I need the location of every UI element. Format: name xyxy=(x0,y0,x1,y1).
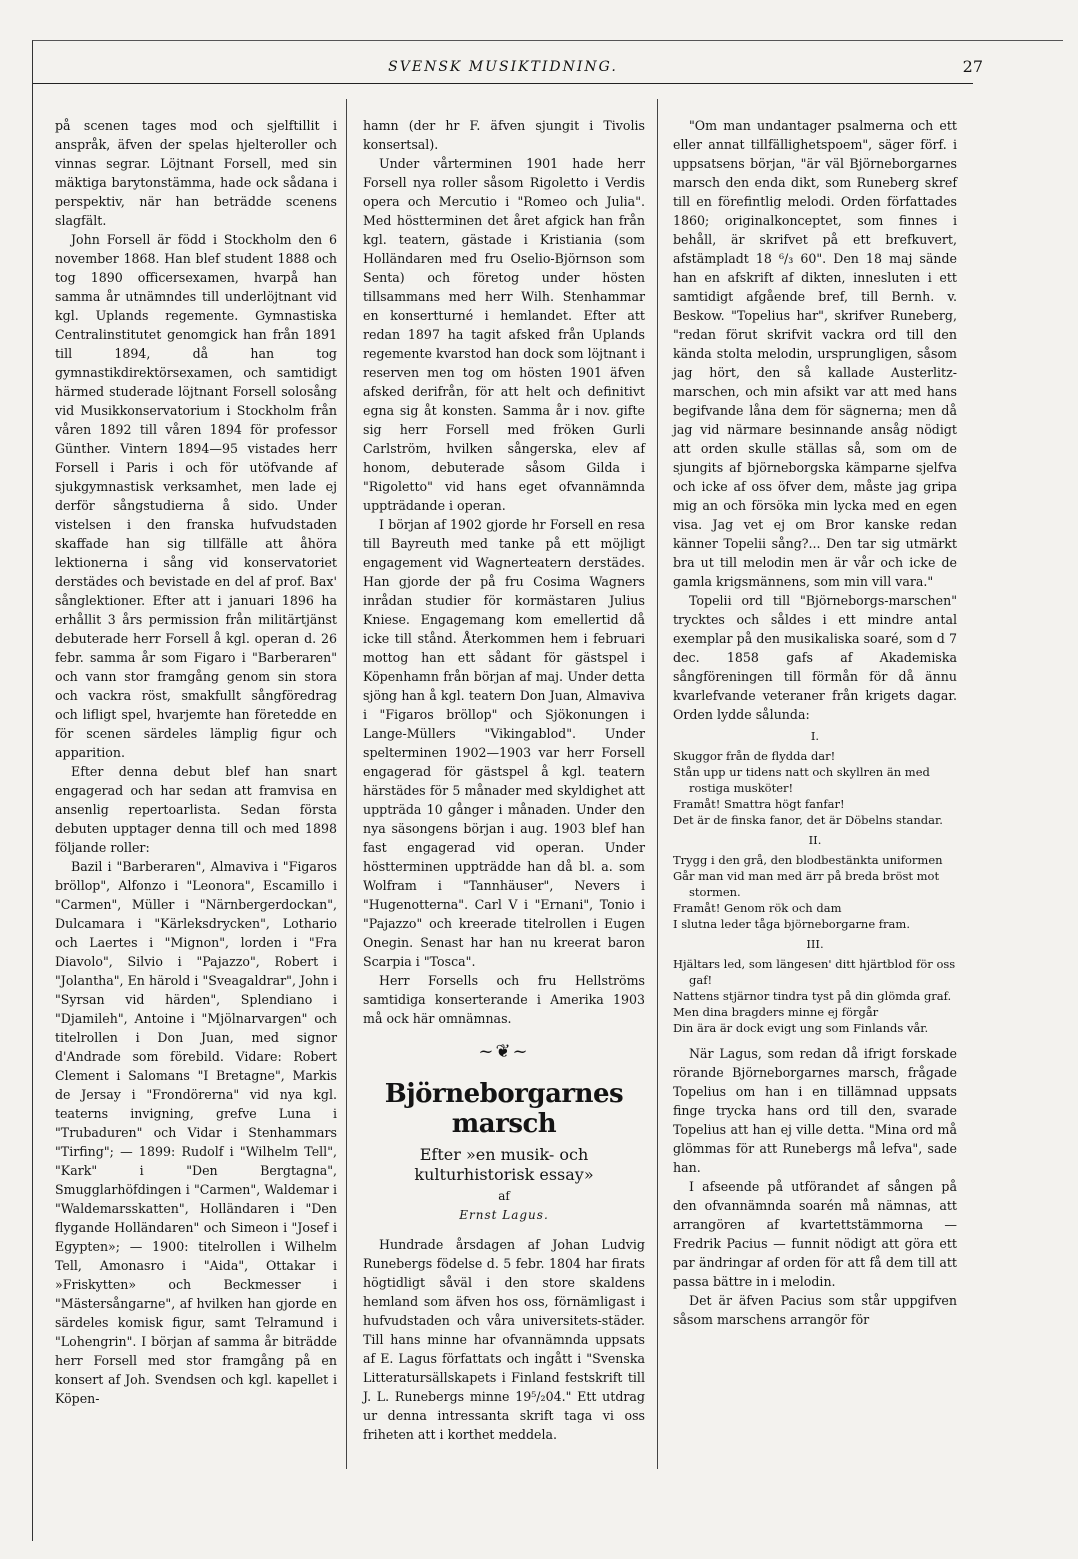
column-divider xyxy=(657,99,658,1469)
paragraph: Det är äfven Pacius som står uppgifven såsom marschens arrangör för xyxy=(673,1293,957,1327)
paragraph: "Om man undantager psalmerna och ett eller annat tillfällighetspoem", säger förf. i uppsatsens början, "är väl Björneborgarnes marsch den enda dikt, som Runeberg skref till en förefintlig melodi. Orden författades 1860; originalkonceptet, som finnes i behåll, är skrifvet på ett brefkuvert, afstämpladt 18 ⁶/₃ 60". Den 18 maj sände han en afskrift af dikten, innesluten i ett samtidigt afgående bref, till Bernh. v. Beskow. "Topelius har", skrifver Runeberg, "redan förut skrifvit vackra ord till den kända stolta melodin, ursprungligen, såsom jag hört, den så kallade Austerlitz-marschen, och min afsikt var att med hans begifvande låna dem för sägnerna; men då jag vid närmare besinnande ansåg nödigt att orden skulle ställas så, som om de sjungits af björneborgska kämparne sjelfva och icke af oss öfver dem, måste jag gripa mig an och försöka min lycka med en egen visa. Jag vet ej om Bror kanske redan känner Topelii sång?... Den tar sig utmärkt bra ut till melodin men är vår och icke de gamla krigsmännens, som min vill vara." xyxy=(673,118,957,589)
poem-line: Nattens stjärnor tindra tyst på din glömda graf. xyxy=(673,989,952,1003)
ornament-divider: ~❦~ xyxy=(478,1041,530,1062)
paragraph: Under vårterminen 1901 hade herr Forsell nya roller såsom Rigoletto i Verdis opera och Mercutio i "Romeo och Julia". Med höstterminen det året afgick han från kgl. teatern, gästade i Kristiania (som Holländaren med fru Oselio-Björnson som Senta) och företog under hösten tillsammans med herr Wilh. Stenhammar en konsertturné i hemlandet. Efter att redan 1897 ha tagit afsked från Uplands regemente kvarstod han dock som löjtnant i reserven men tog om hösten 1901 äfven afsked derifrån, för att helt och definitivt egna sig åt konsten. Samma år i nov. gifte sig herr Forsell med fröken Gurli Carlström, hvilken sångerska, elev af honom, debuterade såsom Gilda i "Rigoletto" vid hans eget ofvannämnda uppträdande i operan. xyxy=(363,156,645,513)
paragraph: på scenen tages mod och sjelftillit i anspråk, äfven der spelas hjelteroller och vinnas segrar. Löjtnant Forsell, med sin mäktiga barytonstämma, hade ock sådana i perspektiv, när han beträdde scenens slagfält. xyxy=(55,118,337,228)
paragraph: Hundrade årsdagen af Johan Ludvig Runebergs födelse d. 5 febr. 1804 har firats högtidligt såväl i den store skaldens hemland som äfven hos oss, förnämligast i hufvudstaden och våra universitets-städer. Till hans minne har ofvannämnda uppsats af E. Lagus författats och ingått i "Svenska Litteratursällskapets i Finland festskrift till J. L. Runebergs minne 19⁵/₂04." Ett utdrag ur denna intressanta skrift taga vi oss friheten att i korthet meddela. xyxy=(363,1237,645,1442)
column-2 xyxy=(363,116,645,1444)
poem-stanza-number: I. xyxy=(810,729,820,743)
page-header: SVENSK MUSIKTIDNING. xyxy=(388,59,618,75)
poem-line: Trygg i den grå, den blodbestänkta uniformen xyxy=(673,853,943,867)
paragraph: I afseende på utförandet af sången på den ofvannämnda soarén må nämnas, att arrangören af kvartettstämmorna — Fredrik Pacius — funnit nödigt att göra ett par ändringar af orden för att få dem till att passa bättre in i melodin. xyxy=(673,1179,957,1289)
poem-line: I slutna leder tåga björneborgarne fram. xyxy=(673,917,910,931)
poem-line: Hjältars led, som längesen' ditt hjärtblod för oss gaf! xyxy=(673,957,956,987)
paragraph: Bazil i "Barberaren", Almaviva i "Figaros bröllop", Alfonzo i "Leonora", Escamillo i "Carmen", Müller i "Närnbergerdockan", Dulcamara i "Kärleksdrycken", Lothario och Laertes i "Mignon", lorden i "Fra Diavolo", Silvio i "Pajazzo", Robert i "Jolantha", En härold i "Sveagaldrar", John i "Syrsan vid härden", Splendiano i "Djamileh", Antoine i "Mjölnarvargen" och titelrollen i Don Juan, med signor d'Andrade som förebild. Vidare: Robert Clement i Salomans "I Bretagne", Markis de Jersay i "Frondörerna" vid nya kgl. teaterns invigning, grefve Luna i "Trubaduren" och Vidar i Stenhammars "Tirfing"; — 1899: Rudolf i "Wilhelm Tell", "Kark" i "Den Bergtagna", Smugglarhöfdingen i "Carmen", Waldemar i "Waldemarsskatten", Holländaren i "Den flygande Holländaren" och Simeon i "Josef i Egypten»; — 1900: titelrollen i Wilhelm Tell, Amonasro i "Aida", Ottakar i »Friskytten» och Beckmesser i "Mästersångarne", af hvilken han gjorde en särdeles komisk figur, samt Telramund i "Lohengrin". I början af samma år biträdde herr Forsell med stor framgång på en konsert af Joh. Svendsen och kgl. kapellet i Köpen- xyxy=(55,859,337,1406)
paragraph: Topelii ord till "Björneborgs-marschen" trycktes och såldes i ett mindre antal exemplar på den musikaliska soaré, som d 7 dec. 1858 gafs af Akademiska sångföreningen till förmån för då ännu kvarlefvande veteraner från krigets dagar. Orden lydde sålunda: xyxy=(673,593,957,722)
article-author: Ernst Lagus. xyxy=(459,1208,549,1222)
article-subtitle: Efter »en musik- och kulturhistorisk essay» xyxy=(414,1145,594,1184)
article-title: Björneborgarnes marsch xyxy=(384,1079,624,1139)
article-byline-prefix: af xyxy=(498,1189,510,1203)
paragraph: Herr Forsells och fru Hellströms samtidiga konserterande i Amerika 1903 må ock här omnämnas. xyxy=(363,973,645,1026)
paragraph: hamn (der hr F. äfven sjungit i Tivolis konsertsal). xyxy=(363,118,645,152)
poem-line: Stån upp ur tidens natt och skyllren än med rostiga musköter! xyxy=(673,765,930,795)
poem xyxy=(673,728,957,1036)
column-3 xyxy=(673,116,957,1329)
paragraph: Efter denna debut blef han snart engagerad och har sedan att framvisa en ansenlig repertoarlista. Sedan första debuten upptager denna till och med 1898 följande roller: xyxy=(55,764,337,855)
poem-stanza-number: III. xyxy=(806,937,824,951)
newspaper-page xyxy=(32,40,1063,1541)
paragraph: John Forsell är född i Stockholm den 6 november 1868. Han blef student 1888 och tog 1890 officersexamen, hvarpå han samma år utnämndes till underlöjtnant vid kgl. Uplands regemente. Gymnastiska Centralinstitutet genomgick han från 1891 till 1894, då han tog gymnastikdirektörsexamen, och samtidigt härmed studerade löjtnant Forsell solosång vid Musikkonservatorium i Stockholm från våren 1892 till våren 1894 för professor Günther. Vintern 1894—95 vistades herr Forsell i Paris i och för utöfvande af sjukgymnastisk verksamhet, men lade ej derför sångstudierna å sido. Under vistelsen i den franska hufvudstaden skaffade han sig tillfälle att åhöra lektionerna i sång vid konservatoriet derstädes och bevistade en del af prof. Bax' sånglektioner. Efter att i januari 1896 ha erhållit 3 års permission från militärtjänst debuterade herr Forsell å kgl. operan d. 26 febr. samma år som Figaro i "Barberaren" och vann stor framgång genom sin stora och vackra röst, smakfullt sångföredrag och lifligt spel, hvarjemte han företedde en för scenen särdeles lämplig figur och apparition. xyxy=(55,232,337,760)
paragraph: När Lagus, som redan då ifrigt forskade rörande Björneborgarnes marsch, frågade Topelius om han i en tillämnad uppsats finge trycka hans ord till den, svarade Topelius att han ej ville detta. "Mina ord må glömmas för att Runebergs må lefva", sade han. xyxy=(673,1046,957,1175)
poem-line: Framåt! Genom rök och dam xyxy=(673,901,842,915)
poem-line: Det är de finska fanor, det är Döbelns standar. xyxy=(673,813,943,827)
paragraph: I början af 1902 gjorde hr Forsell en resa till Bayreuth med tanke på ett möjligt engagement vid Wagnerteatern derstädes. Han gjorde der på fru Cosima Wagners inrådan studier för kormästaren Julius Kniese. Engagemang kom emellertid då icke till stånd. Återkommen hem i februari mottog han ett sådant för gästspel i Köpenhamn från början af maj. Under detta sjöng han å kgl. teatern Don Juan, Almaviva i "Figaros bröllop" och Sjökonungen i Lange-Müllers "Vikingablod". Under spelterminen 1902—1903 var herr Forsell engagerad för gästspel å kgl. teatern härstädes för 5 månader med skyldighet att uppträda 10 gånger i månaden. Under den nya säsongens början i aug. 1903 blef han fast engagerad vid operan. Under höstterminen uppträdde han då bl. a. som Wolfram i "Tannhäuser", Nevers i "Hugenotterna". Carl V i "Ernani", Tonio i "Pajazzo" och kreerade titelrollen i Eugen Onegin. Senast har han nu kreerat baron Scarpia i "Tosca". xyxy=(363,517,645,969)
poem-line: Framåt! Smattra högt fanfar! xyxy=(673,797,845,811)
column-divider xyxy=(346,99,347,1469)
poem-line: Din ära är dock evigt ung som Finlands vår. xyxy=(673,1021,929,1035)
poem-line: Skuggor från de flydda dar! xyxy=(673,749,836,763)
header-rule xyxy=(33,83,973,84)
poem-line: Går man vid man med ärr på breda bröst mot stormen. xyxy=(673,869,940,899)
page-number: 27 xyxy=(962,57,983,76)
poem-stanza-number: II. xyxy=(808,833,822,847)
column-1 xyxy=(55,116,337,1408)
poem-line: Men dina bragders minne ej förgår xyxy=(673,1005,879,1019)
